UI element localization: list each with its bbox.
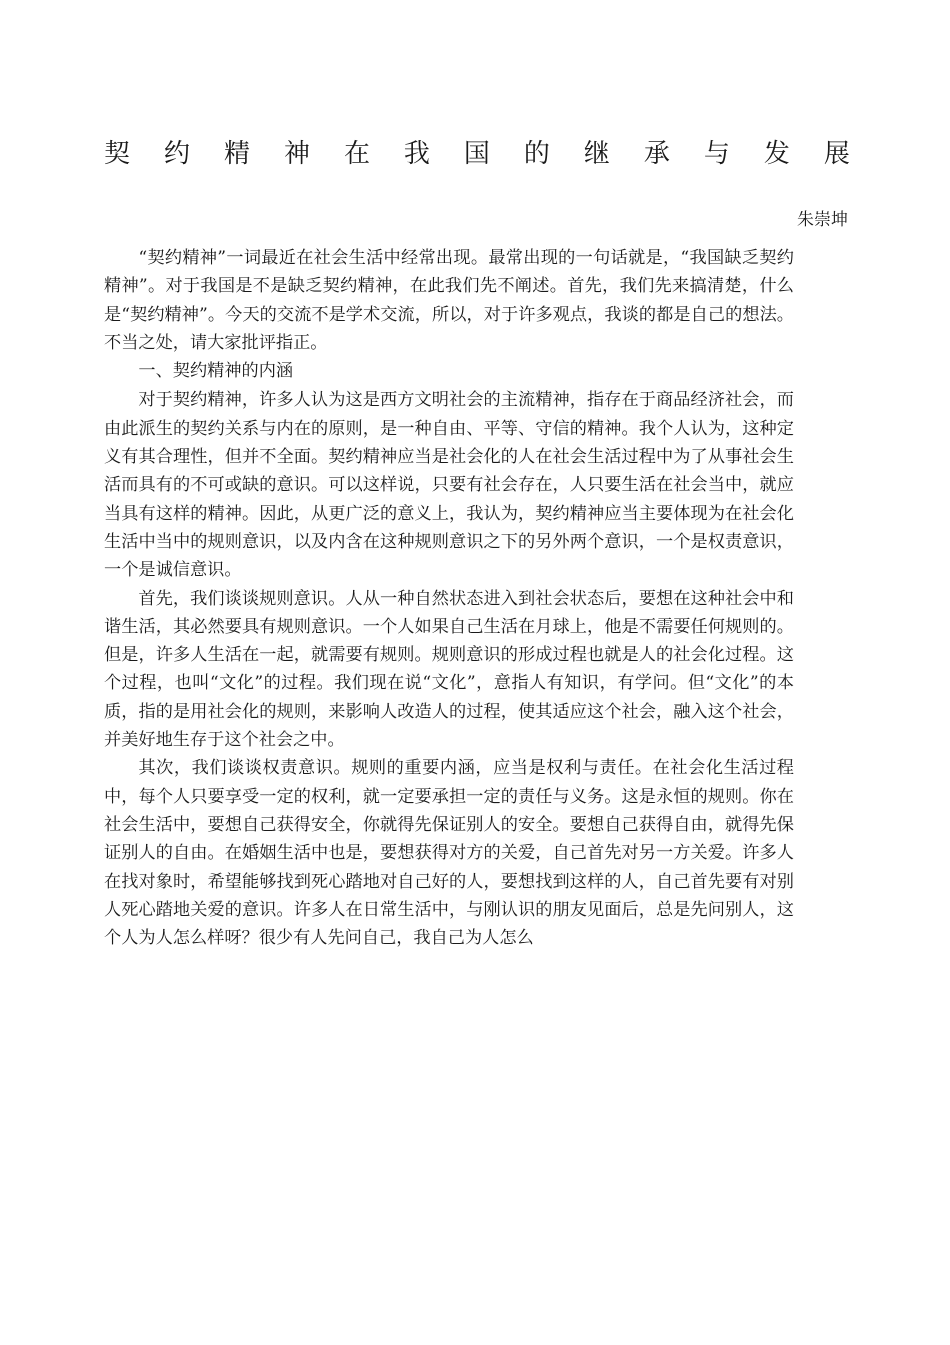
body-paragraph: 其次，我们谈谈权责意识。规则的重要内涵，应当是权利与责任。在社会化生活过程中，每个人只要享受一定的权利，就一定要承担一定的责任与义务。这是永恒的规则。你在社会生活中，要想自己获得安全，你就得先保证别人的安全。要想自己获得自由，就得先保证别人的自由。在婚姻生活中也是，要想获得对方的关爱，自己首先对另一方关爱。许多人在找对象时，希望能够找到死心踏地对自己好的人，要想找到这样的人，自己首先要有对别人死心踏地关爱的意识。许多人在日常生活中，与刚认识的朋友见面后，总是先问别人，这个人为人怎么样呀？很少有人先问自己，我自己为人怎么 — [104, 758, 794, 949]
title-char: 精 — [223, 139, 250, 169]
title-char: 约 — [163, 139, 190, 169]
title-char: 继 — [583, 139, 610, 169]
body-paragraph: 对于契约精神，许多人认为这是西方文明社会的主流精神，指存在于商品经济社会，而由此派生的契约关系与内在的原则，是一种自由、平等、守信的精神。我个人认为，这种定义有其合理性，但并不全面。契约精神应当是社会化的人在社会生活过程中为了从事社会生活而具有的不可或缺的意识。可以这样说，只要有社会存在，人只要生活在社会当中，就应当具有这样的精神。因此，从更广泛的意义上，我认为，契约精神应当主要体现为在社会化生活中当中的规则意识，以及内含在这种规则意识之下的另外两个意识，一个是权责意识，一个是诚信意识。 — [104, 390, 794, 581]
title-char: 展 — [823, 139, 850, 169]
title-char: 承 — [643, 139, 670, 169]
title-char: 神 — [283, 139, 310, 169]
section-heading: 一、契约精神的内涵 — [138, 361, 294, 382]
title-char: 国 — [463, 139, 490, 169]
intro-paragraph: “契约精神”一词最近在社会生活中经常出现。最常出现的一句话就是，“我国缺乏契约精神”。对于我国是不是缺乏契约精神，在此我们先不阐述。首先，我们先来搞清楚，什么是“契约精神”。今天的交流不是学术交流，所以，对于许多观点，我谈的都是自己的想法。不当之处，请大家批评指正。 — [104, 248, 794, 353]
body-paragraph: 首先，我们谈谈规则意识。人从一种自然状态进入到社会状态后，要想在这种社会中和谐生活，其必然要具有规则意识。一个人如果自己生活在月球上，他是不需要任何规则的。但是，许多人生活在一起，就需要有规则。规则意识的形成过程也就是人的社会化过程。这个过程，也叫“文化”的过程。我们现在说“文化”，意指人有知识，有学问。但“文化”的本质，指的是用社会化的规则，来影响人改造人的过程，使其适应这个社会，融入这个社会，并美好地生存于这个社会之中。 — [104, 588, 794, 751]
document-body — [104, 244, 794, 952]
title-char: 的 — [523, 139, 550, 169]
title-char: 发 — [763, 139, 790, 169]
title-char: 在 — [343, 139, 370, 169]
document-title — [104, 136, 850, 172]
title-char: 我 — [403, 139, 430, 169]
author-name: 朱崇坤 — [797, 210, 848, 230]
title-char: 与 — [703, 139, 730, 169]
title-char: 契 — [104, 139, 131, 169]
